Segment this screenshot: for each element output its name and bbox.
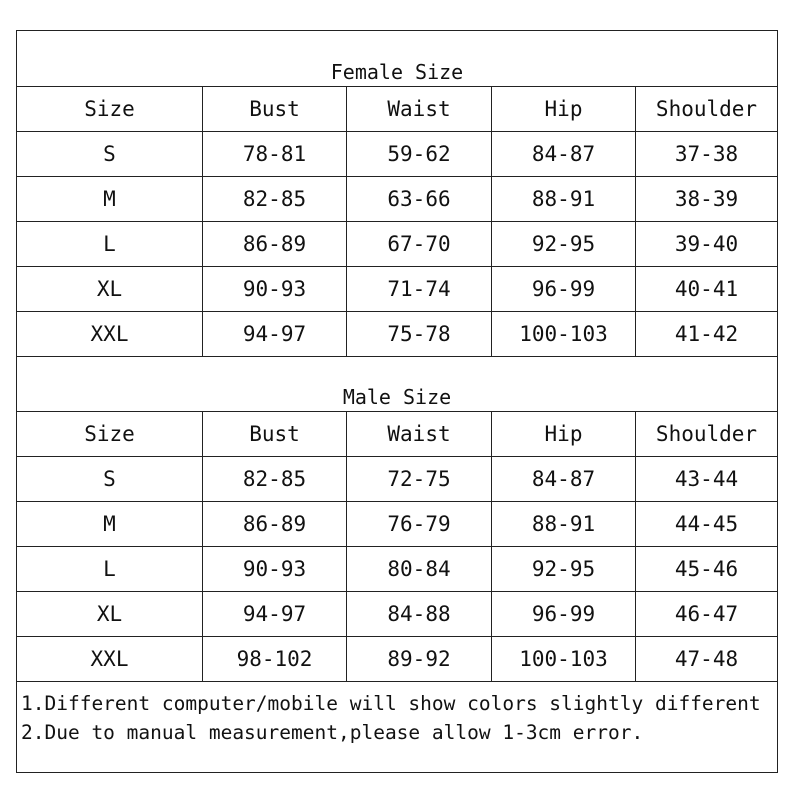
table-cell: 38-39 [674, 187, 739, 211]
table-cell: M [17, 177, 203, 221]
table-cell: 63-66 [347, 177, 492, 221]
table-cell: XXL [17, 312, 203, 356]
table-cell: 90-93 [203, 267, 347, 311]
table-cell: 67-70 [347, 222, 492, 266]
table-cell: S [17, 132, 203, 176]
table-cell: 39-40 [674, 232, 739, 256]
table-cell: 82-85 [203, 457, 347, 501]
table-row [17, 132, 777, 177]
male-size-table [17, 356, 777, 682]
table-cell: 59-62 [347, 132, 492, 176]
header-cell: Bust [203, 87, 347, 131]
table-cell: 75-78 [347, 312, 492, 356]
table-cell: 94-97 [203, 592, 347, 636]
table-cell: 84-88 [347, 592, 492, 636]
header-cell: Hip [492, 412, 636, 456]
table-cell: S [17, 457, 203, 501]
table-row [17, 457, 777, 502]
table-cell: 86-89 [203, 222, 347, 266]
table-cell: 84-87 [492, 457, 636, 501]
header-cell: Bust [203, 412, 347, 456]
table-cell: 100-103 [492, 637, 636, 681]
table-row [17, 547, 777, 592]
table-cell: 90-93 [203, 547, 347, 591]
table-cell: 44-45 [674, 512, 739, 536]
table-cell: 88-91 [492, 177, 636, 221]
table-cell: XL [17, 592, 203, 636]
table-cell: 92-95 [492, 547, 636, 591]
table-cell: 96-99 [492, 267, 636, 311]
table-cell: L [17, 222, 203, 266]
size-chart [16, 30, 778, 773]
table-cell: L [17, 547, 203, 591]
table-header-row [17, 412, 777, 457]
table-cell: 45-46 [674, 557, 739, 581]
table-row [17, 222, 777, 267]
table-row [17, 592, 777, 637]
table-cell: 92-95 [492, 222, 636, 266]
header-cell: Waist [347, 412, 492, 456]
table-cell: 86-89 [203, 502, 347, 546]
table-cell: 43-44 [674, 467, 739, 491]
table-row [17, 637, 777, 682]
header-cell: Size [17, 412, 203, 456]
note-measurement: 2.Due to manual measurement,please allow 1-3cm error. [21, 721, 644, 744]
table-cell: 71-74 [347, 267, 492, 311]
female-size-title: Female Size [17, 31, 777, 87]
table-cell: 100-103 [492, 312, 636, 356]
notes [17, 681, 777, 773]
table-cell: 98-102 [203, 637, 347, 681]
table-cell: 94-97 [203, 312, 347, 356]
header-cell: Hip [492, 87, 636, 131]
table-cell: 72-75 [347, 457, 492, 501]
table-cell: 41-42 [674, 322, 739, 346]
table-cell: 82-85 [203, 177, 347, 221]
table-cell: 80-84 [347, 547, 492, 591]
table-cell: 46-47 [674, 602, 739, 626]
table-cell: 40-41 [674, 277, 739, 301]
table-cell: XL [17, 267, 203, 311]
header-cell: Shoulder [655, 422, 758, 446]
female-size-table [17, 31, 777, 357]
table-cell: XXL [17, 637, 203, 681]
table-cell: 89-92 [347, 637, 492, 681]
table-row [17, 502, 777, 547]
table-cell: 37-38 [674, 142, 739, 166]
male-size-title: Male Size [17, 356, 777, 412]
table-cell: M [17, 502, 203, 546]
table-cell: 78-81 [203, 132, 347, 176]
table-header-row [17, 87, 777, 132]
header-cell: Waist [347, 87, 492, 131]
header-cell: Size [17, 87, 203, 131]
table-row [17, 267, 777, 312]
note-colors: 1.Different computer/mobile will show colors slightly different [21, 692, 761, 715]
table-row [17, 312, 777, 357]
header-cell: Shoulder [655, 97, 758, 121]
table-row [17, 177, 777, 222]
table-cell: 96-99 [492, 592, 636, 636]
table-cell: 76-79 [347, 502, 492, 546]
table-cell: 47-48 [674, 647, 739, 671]
table-cell: 88-91 [492, 502, 636, 546]
table-cell: 84-87 [492, 132, 636, 176]
